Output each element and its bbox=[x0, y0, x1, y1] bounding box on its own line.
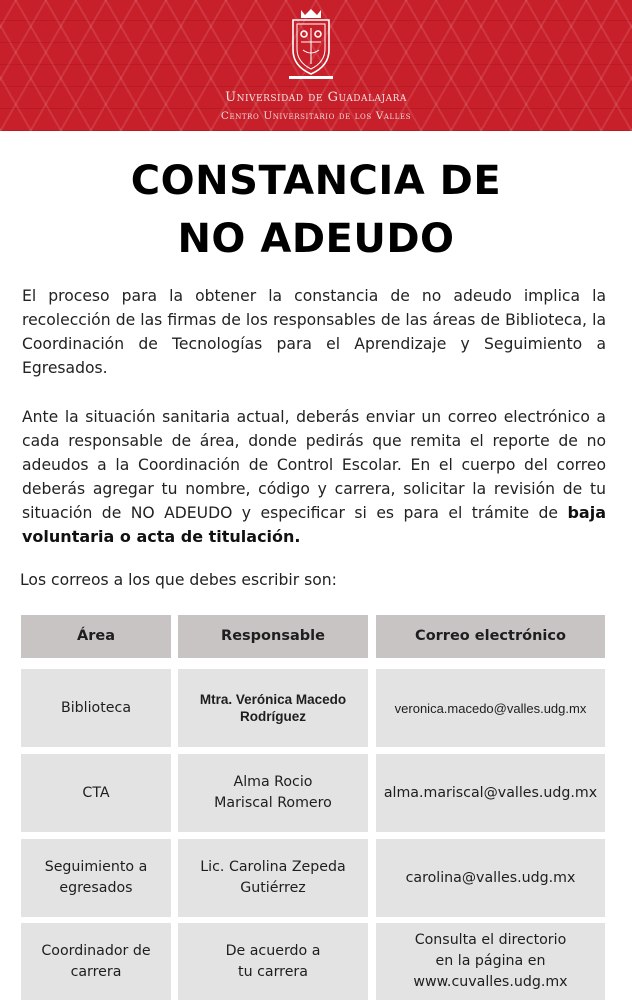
instructions-emphasis: baja voluntaria o acta de titulación. bbox=[22, 503, 606, 546]
university-seal-icon bbox=[283, 6, 339, 82]
table-cell-responsable: Lic. Carolina Zepeda Gutiérrez bbox=[178, 839, 368, 917]
table-cell-directory-link[interactable]: Consulta el directorio en la página en www.cuvalles.udg.mx bbox=[376, 923, 605, 1000]
table-header-responsable: Responsable bbox=[178, 615, 368, 658]
table-cell-email[interactable]: veronica.macedo@valles.udg.mx bbox=[376, 669, 605, 747]
header-banner bbox=[0, 0, 632, 131]
table-cell-responsable: Mtra. Verónica Macedo Rodríguez bbox=[178, 669, 368, 747]
title-line-2: NO ADEUDO bbox=[177, 216, 455, 262]
university-center: Centro Universitario de los Valles bbox=[220, 110, 412, 122]
table-cell-email[interactable]: alma.mariscal@valles.udg.mx bbox=[376, 754, 605, 832]
table-cell-email[interactable]: carolina@valles.udg.mx bbox=[376, 839, 605, 917]
page-title bbox=[0, 152, 632, 268]
table-cell-area: CTA bbox=[21, 754, 171, 832]
emails-intro: Los correos a los que debes escribir son: bbox=[20, 571, 337, 589]
table-cell-area: Seguimiento a egresados bbox=[21, 839, 171, 917]
table-cell-area: Biblioteca bbox=[21, 669, 171, 747]
table-header-area: Área bbox=[21, 615, 171, 658]
process-paragraph: El proceso para la obtener la constancia de no adeudo implica la recolección de las firmas de los responsables de las áreas de Biblioteca, la Coordinación de Tecnologías para el Aprendizaje y Seguimiento a Egresados. bbox=[22, 287, 606, 377]
title-line-1: CONSTANCIA DE bbox=[130, 158, 502, 204]
table-cell-area: Coordinador de carrera bbox=[21, 923, 171, 1000]
instructions-text: Ante la situación sanitaria actual, deberás enviar un correo electrónico a cada responsable de área, donde pedirás que remita el reporte de no adeudos a la Coordinación de Control Escolar. En el cuerpo del correo deberás agregar tu nombre, código y carrera, solicitar la revisión de tu situación de NO ADEUDO y especificar si es para el trámite de bbox=[22, 408, 606, 522]
table-cell-responsable: Alma Rocio Mariscal Romero bbox=[178, 754, 368, 832]
instructions-paragraph bbox=[22, 405, 606, 549]
table-cell-responsable: De acuerdo a tu carrera bbox=[178, 923, 368, 1000]
table-header-email: Correo electrónico bbox=[376, 615, 605, 658]
university-name: Universidad de Guadalajara bbox=[225, 90, 407, 105]
